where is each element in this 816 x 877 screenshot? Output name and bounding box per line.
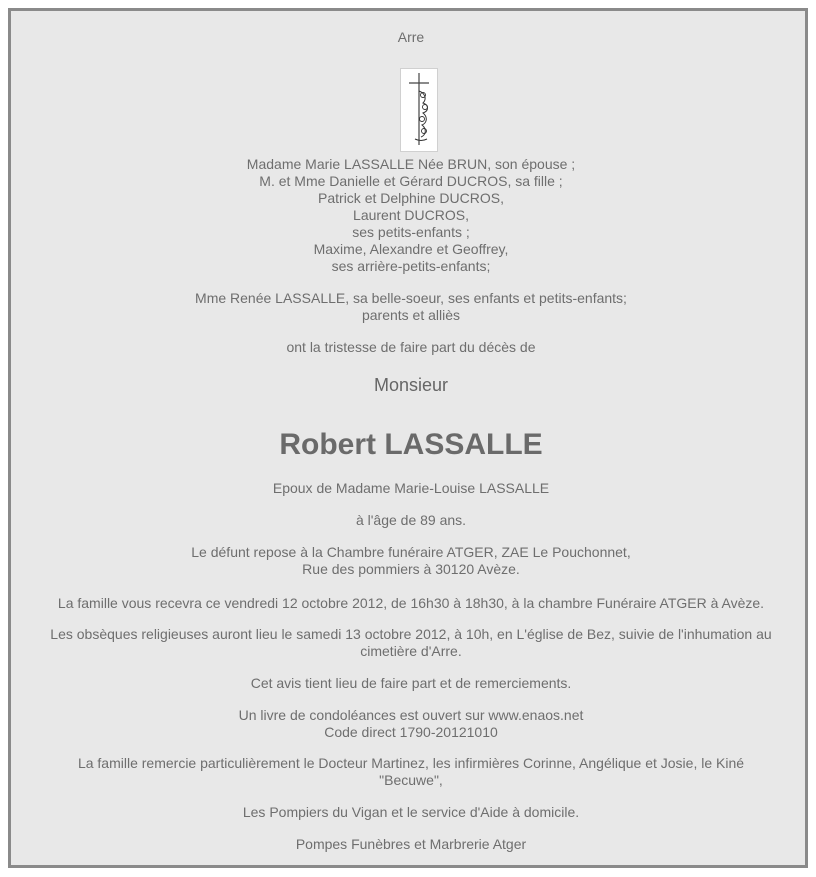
thanks-line: La famille remercie particulièrement le Docteur Martinez, les infirmières Corinne, Angélique et Josie, le Kiné: [77, 755, 745, 771]
deceased-name: Robert LASSALLE: [279, 428, 543, 461]
family-list: [11, 156, 811, 275]
repose-info: [11, 544, 811, 578]
family-line: ses arrière-petits-enfants;: [331, 258, 491, 274]
condolence-line: Un livre de condoléances est ouvert sur www.enaos.net: [238, 707, 584, 723]
notice-line: Cet avis tient lieu de faire part et de remerciements.: [250, 675, 572, 691]
condolence-line: Code direct 1790-20121010: [324, 724, 498, 740]
funeral-info: [11, 626, 811, 660]
family-line: Madame Marie LASSALLE Née BRUN, son épouse ;: [246, 156, 576, 172]
reception-line: La famille vous recevra ce vendredi 12 octobre 2012, de 16h30 à 18h30, à la chambre Funéraire ATGER à Avèze.: [57, 595, 765, 611]
family-line: Laurent DUCROS,: [353, 207, 469, 223]
relatives-line: Mme Renée LASSALLE, sa belle-soeur, ses enfants et petits-enfants;: [195, 290, 627, 306]
age-line: à l'âge de 89 ans.: [355, 512, 467, 528]
funeral-line: cimetière d'Arre.: [360, 643, 462, 659]
family-line: Maxime, Alexandre et Geoffrey,: [313, 241, 509, 257]
relatives-line: parents et alliès: [361, 307, 461, 323]
family-line: ses petits-enfants ;: [352, 224, 470, 240]
undertaker: Pompes Funèbres et Marbrerie Atger: [295, 836, 527, 852]
cross-image: [400, 68, 438, 152]
relatives-list: [11, 290, 811, 324]
cross-with-roses-icon: [401, 69, 437, 151]
condolence-info: [11, 707, 811, 741]
spouse-line: Epoux de Madame Marie-Louise LASSALLE: [272, 480, 550, 496]
repose-line: Rue des pommiers à 30120 Avèze.: [302, 561, 520, 577]
repose-line: Le défunt repose à la Chambre funéraire ATGER, ZAE Le Pouchonnet,: [191, 544, 631, 560]
family-line: M. et Mme Danielle et Gérard DUCROS, sa fille ;: [259, 173, 563, 189]
funeral-line: Les obsèques religieuses auront lieu le samedi 13 octobre 2012, à 10h, en L'église de Bez, suivie de l'inhumation au: [50, 626, 772, 642]
obituary-card: [8, 8, 808, 868]
town: Arre: [397, 29, 425, 45]
thanks-info: [11, 755, 811, 789]
firemen-line: Les Pompiers du Vigan et le service d'Aide à domicile.: [242, 804, 580, 820]
announcement: ont la tristesse de faire part du décès de: [286, 339, 536, 355]
thanks-line: "Becuwe",: [379, 772, 443, 788]
honorific: Monsieur: [373, 375, 449, 395]
family-line: Patrick et Delphine DUCROS,: [318, 190, 504, 206]
